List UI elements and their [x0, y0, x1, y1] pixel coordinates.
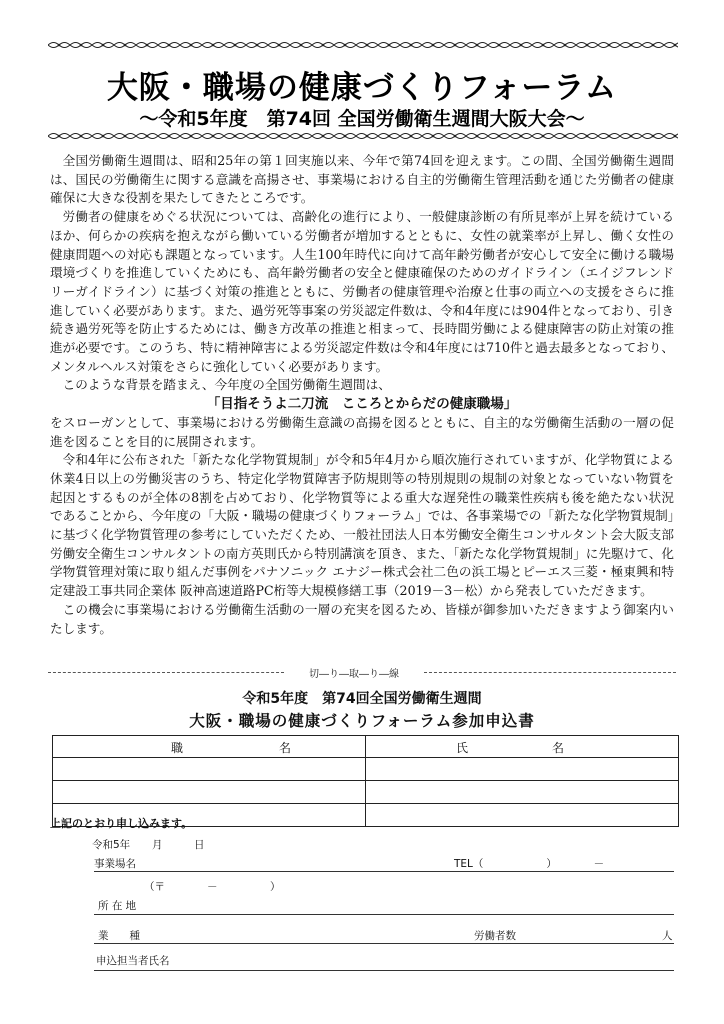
workers-label: 労働者数	[474, 930, 516, 942]
page-title: 大阪・職場の健康づくりフォーラム	[106, 70, 618, 106]
paragraph-background: このような背景を踏まえ、今年度の全国労働衛生週間は、	[62, 377, 391, 393]
participant-table	[52, 735, 679, 827]
ornament-border-top	[48, 40, 678, 50]
address-label: 所 在 地	[98, 900, 137, 912]
date-month-field[interactable]: 月	[152, 839, 163, 851]
tel-label: TEL（ ） －	[454, 858, 605, 870]
paragraph-health-situation: 労働者の健康をめぐる状況については、高齢化の進行により、一般健康診断の有所見率が上昇を続けているほか、何らかの疾病を抱えながら働いている労働者が増加するとともに、女性の就業率が上昇し、働く女性の健康問題への対応も課題となっています。人生100年時代に向けて高年齢労働者が安心して安全に働ける職場環境づくりを推進していくためにも、高年齢労働者の安全と健康確保のためのガイドライン（エイジフレンドリーガイドライン）に基づく対策の推進とともに、労働者の健康管理や治療と仕事の両立への支援をさらに推進していく必要があります。また、過労死等事案の労災認定件数は、令和4年度には904件となっており、引き続き過労死等を防止するためには、働き方改革の推進と相まって、長時間労働による健康障害の防止対策の推進が必要です。このうち、特に精神障害による労災認定件数は令和4年度には710件と過去最多となっており、メンタルヘルス対策をさらに強化していく必要があります。	[50, 209, 674, 374]
intro-body	[50, 152, 674, 638]
paragraph-chemical-regulation: 令和4年に公布された「新たな化学物質規制」が令和5年4月から順次施行されていますが、化学物質による休業4日以上の労働災害のうち、特定化学物質障害予防規則等の特別規則の規制の対象となっていない物質を起因とするものが全体の8割を占めており、化学物質等による重大な遅発性の職業性疾病も後を絶たない状況であることから、今年度の「大阪・職場の健康づくりフォーラム」では、各事業場での「新たな化学物質規制」に基づく化学物質管理の参考にしていただくため、一般社団法人日本労働安全衛生コンサルタント会大阪支部 労働安全衛生コンサルタントの南方英則氏から特別講演を頂き、また、「新たな化学物質規制」に先駆けて、化学物質管理対策に取り組んだ事例をパナソニック エナジー株式会社二色の浜工場とピーエス三菱・極東興和特定建設工事共同企業体 阪神高速道路PC桁等大規模修繕工事（2019－3－松）から発表していただきます。	[50, 452, 674, 599]
cut-line-dash-left	[48, 672, 284, 673]
name-cell[interactable]	[366, 804, 679, 827]
ornament-border-bottom	[48, 131, 678, 141]
contact-person-label: 申込担当者氏名	[96, 955, 170, 967]
workers-unit: 人	[662, 930, 673, 942]
header-position	[53, 736, 366, 758]
industry-label: 業 種	[98, 930, 140, 942]
date-era: 令和5年	[92, 839, 131, 851]
application-note: 上記のとおり申し込みます。	[50, 817, 193, 830]
industry-workers-field[interactable]	[94, 943, 674, 944]
name-cell[interactable]	[366, 781, 679, 804]
address-field[interactable]	[94, 914, 674, 915]
paragraph-history: 全国労働衛生週間は、昭和25年の第１回実施以来、今年で第74回を迎えます。この間、全国労働衛生週間は、国民の労働衛生に関する意識を高揚させ、事業場における自主的労働衛生管理活動を通じた労働者の健康確保に大きな役割を果たしてきたところです。	[50, 153, 674, 206]
page-subtitle: 〜令和5年度 第74回 全国労働衛生週間大阪大会〜	[139, 108, 585, 130]
postal-code-label: （〒 － ）	[144, 881, 281, 893]
paragraph-purpose: をスローガンとして、事業場における労働衛生意識の高揚を図るとともに、自主的な労働衛生活動の一層の促進を図ることを目的に展開されます。	[50, 414, 674, 449]
office-name-field[interactable]	[94, 871, 674, 872]
form-title-event: 令和5年度 第74回全国労働衛生週間	[242, 691, 482, 707]
cut-line	[48, 665, 676, 679]
header-name-label: 氏 名	[456, 741, 565, 755]
position-cell[interactable]	[53, 758, 366, 781]
header-position-label: 職 名	[171, 741, 292, 755]
date-day-field[interactable]: 日	[194, 839, 205, 851]
office-name-label: 事業場名	[94, 858, 136, 870]
form-title-application: 大阪・職場の健康づくりフォーラム参加申込書	[189, 712, 535, 730]
header-name	[366, 736, 679, 758]
table-row	[53, 781, 679, 804]
name-cell[interactable]	[366, 758, 679, 781]
paragraph-invitation: この機会に事業場における労働衛生活動の一層の充実を図るため、皆様が御参加いただきますよう御案内いたします。	[50, 601, 674, 636]
position-cell[interactable]	[53, 781, 366, 804]
slogan: 「目指そうよ二刀流 こころとからだの健康職場」	[206, 396, 518, 413]
cut-line-label: 切―り―取―り―線	[309, 669, 399, 680]
table-row	[53, 758, 679, 781]
table-header-row	[53, 736, 679, 758]
cut-line-dash-right	[424, 672, 676, 673]
contact-person-field[interactable]	[94, 970, 674, 971]
